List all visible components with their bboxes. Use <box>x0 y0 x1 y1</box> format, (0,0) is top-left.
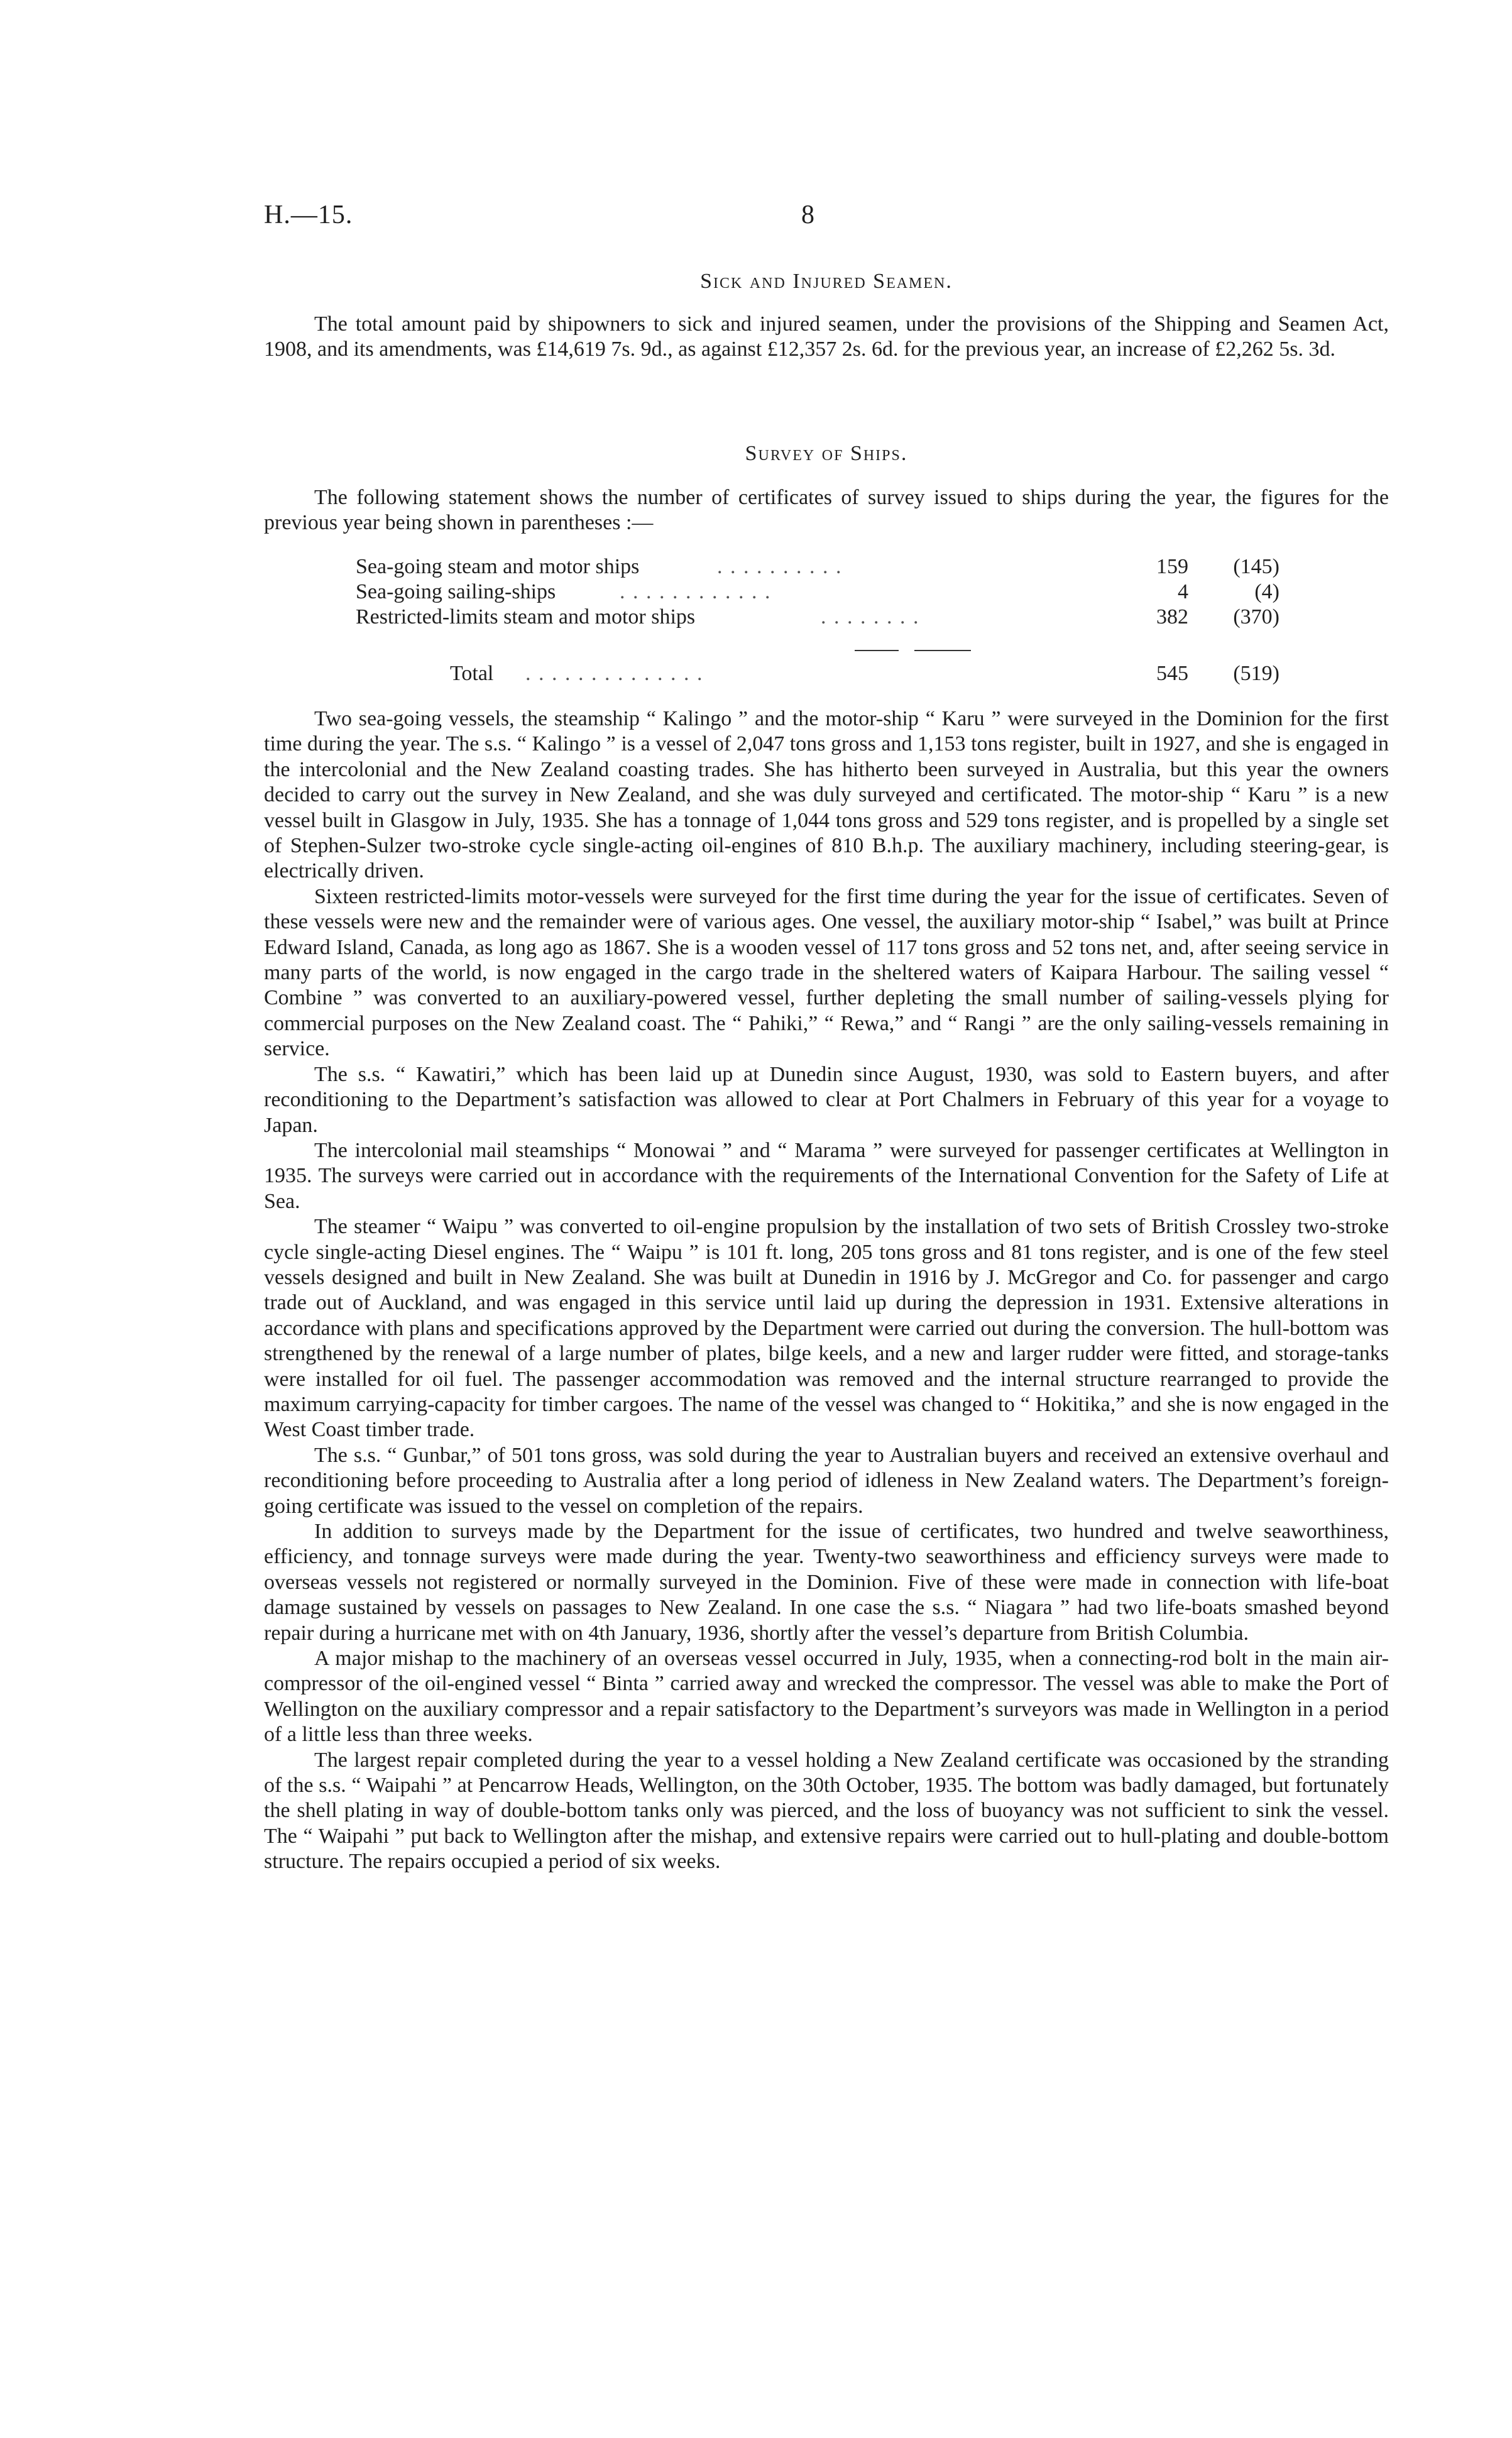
paragraph-additional-surveys: In addition to surveys made by the Department for the issue of certificates, two hundred and twelve seaworthiness, efficiency, and tonnage surveys were made during the year. Twenty-two seaworthiness and efficiency surveys were made to overseas vessels not registered or normally surveyed in the Dominion. Five of these were made in connection with life-boat damage sustained by vessels on passages to New Zealand. In one case the s.s. “ Niagara ” had two life-boats smashed beyond repair during a hurricane met with on 4th January, 1936, shortly after the vessel’s departure from British Columbia. <box>264 1520 1389 1645</box>
sum-rule-current <box>855 650 899 651</box>
paragraph-waipahi-repair: The largest repair completed during the year to a vessel holding a New Zealand certificate was occasioned by the stranding of the s.s. “ Waipahi ” at Pencarrow Heads, Wellington, on the 30th October, 1935. The bottom was badly damaged, but fortunately the shell plating in way of double-bottom tanks only was pierced, and the loss of buoyancy was not sufficient to sink the vessel. The “ Waipahi ” put back to Wellington after the mishap, and extensive repairs were carried out to hull-plating and double-bottom structure. The repairs occupied a period of six weeks. <box>264 1748 1389 1874</box>
current-count: 382 <box>1156 605 1188 629</box>
table-total-row <box>356 661 1279 686</box>
sum-rule-previous <box>914 650 971 651</box>
paragraph-waipu: The steamer “ Waipu ” was converted to oil-engine propulsion by the installation of two sets of British Crossley two-stroke cycle single-acting Diesel engines. The “ Waipu ” is 101 ft. long, 205 tons gross and 81 tons register, and is one of the few steel vessels designed and built in New Zealand. She was built at Dunedin in 1916 by J. McGregor and Co. for passenger and cargo trade out of Auckland, and was engaged in this service until laid up during the depression in 1931. Extensive alterations in accordance with plans and specifications approved by the Department were carried out during the conversion. The hull-bottom was strengthened by the renewal of a large number of plates, bilge keels, and a new and larger rudder were fitted, and storage-tanks were installed for oil fuel. The passenger accommodation was removed and the internal structure rearranged to provide the maximum carrying-capacity for timber cargoes. The name of the vessel was changed to “ Hokitika,” and she is now engaged in the West Coast timber trade. <box>264 1215 1389 1442</box>
total-label: Total <box>450 662 494 685</box>
dot-leader: . . . . . . . . . . . . <box>620 580 772 603</box>
previous-count: (370) <box>1233 605 1279 629</box>
row-label: Sea-going steam and motor ships <box>356 555 640 578</box>
current-count: 159 <box>1156 555 1188 578</box>
paragraph-sick-seamen: The total amount paid by shipowners to sick and injured seamen, under the provisions of the Shipping and Seamen Act, 1908, and its amendments, was £14,619 7s. 9d., as against £12,357 2s. 6d. for the previous year, an increase of £2,262 5s. 3d. <box>264 312 1389 361</box>
paragraph-gunbar: The s.s. “ Gunbar,” of 501 tons gross, was sold during the year to Australian buyers and received an extensive overhaul and reconditioning before proceeding to Australia after a long period of idleness in New Zealand waters. The Department’s foreign-going certificate was issued to the vessel on completion of the repairs. <box>264 1443 1389 1518</box>
previous-count: (145) <box>1233 555 1279 578</box>
document-reference: H.—15. <box>264 200 353 229</box>
total-previous: (519) <box>1233 662 1279 685</box>
paragraph-binta-mishap: A major mishap to the machinery of an overseas vessel occurred in July, 1935, when a connecting-rod bolt in the main air-compressor of the oil-engined vessel “ Binta ” carried away and wrecked the compressor. The vessel was able to make the Port of Wellington on the auxiliary compressor and a repair satisfactory to the Department’s surveyors was made in Wellington in a period of a little less than three weeks. <box>264 1647 1389 1747</box>
page-number: 8 <box>801 200 814 229</box>
table-row <box>356 554 1279 579</box>
paragraph-survey-intro: The following statement shows the number of certificates of survey issued to ships during the year, the figures for the previous year being shown in parentheses :— <box>264 486 1389 534</box>
paragraph-kalingo-karu: Two sea-going vessels, the steamship “ Kalingo ” and the motor-ship “ Karu ” were surveyed in the Dominion for the first time during the year. The s.s. “ Kalingo ” is a vessel of 2,047 tons gross and 1,153 tons register, built in 1927, and she is engaged in the intercolonial and the New Zealand coasting trades. She has hitherto been surveyed in Australia, but this year the owners decided to carry out the survey in New Zealand, and she was duly surveyed and certificated. The motor-ship “ Karu ” is a new vessel built in Glasgow in July, 1935. She has a tonnage of 1,044 tons gross and 529 tons register, and is propelled by a single set of Stephen-Sulzer two-stroke cycle single-acting oil-engines of 810 B.h.p. The auxiliary machinery, including steering-gear, is electrically driven. <box>264 707 1389 883</box>
paragraph-mail-steamships: The intercolonial mail steamships “ Monowai ” and “ Marama ” were surveyed for passenger certificates at Wellington in 1935. The surveys were carried out in accordance with the requirements of the International Convention for the Safety of Life at Sea. <box>264 1138 1389 1213</box>
running-head <box>264 200 1389 238</box>
dot-leader: . . . . . . . . . . <box>717 555 843 578</box>
dot-leader: . . . . . . . . . . . . . . <box>525 662 704 685</box>
row-label: Restricted-limits steam and motor ships <box>356 605 696 629</box>
paragraph-restricted-limits: Sixteen restricted-limits motor-vessels were surveyed for the first time during the year for the issue of certificates. Seven of these vessels were new and the remainder were of various ages. One vessel, the auxiliary motor-ship “ Isabel,” was built at Prince Edward Island, Canada, as long ago as 1867. She is a wooden vessel of 117 tons gross and 52 tons net, and, after seeing service in many parts of the world, is now engaged in the cargo trade in the sheltered waters of Kaipara Harbour. The sailing vessel “ Combine ” was converted to an auxiliary-powered vessel, further depleting the small number of sailing-vessels plying for commercial purposes on the New Zealand coast. The “ Pahiki,” “ Rewa,” and “ Rangi ” are the only sailing-vessels remaining in service. <box>264 884 1389 1061</box>
table-row <box>356 579 1279 605</box>
paragraph-kawatiri: The s.s. “ Kawatiri,” which has been laid up at Dunedin since August, 1930, was sold to Eastern buyers, and after reconditioning to the Department’s satisfaction was allowed to clear at Port Chalmers in February of this year for a voyage to Japan. <box>264 1062 1389 1137</box>
survey-body-text <box>264 706 1389 1875</box>
section-survey-of-ships <box>264 441 1389 535</box>
certificates-table <box>356 554 1279 630</box>
section-heading-survey: Survey of Ships. <box>745 442 908 465</box>
dot-leader: . . . . . . . . <box>821 605 920 629</box>
total-current: 545 <box>1156 662 1188 685</box>
section-heading-sick-seamen: Sick and Injured Seamen. <box>700 270 953 293</box>
section-sick-injured-seamen <box>264 269 1389 362</box>
row-label: Sea-going sailing-ships <box>356 580 556 603</box>
current-count: 4 <box>1178 580 1188 603</box>
previous-count: (4) <box>1254 580 1279 603</box>
table-row <box>356 605 1279 630</box>
